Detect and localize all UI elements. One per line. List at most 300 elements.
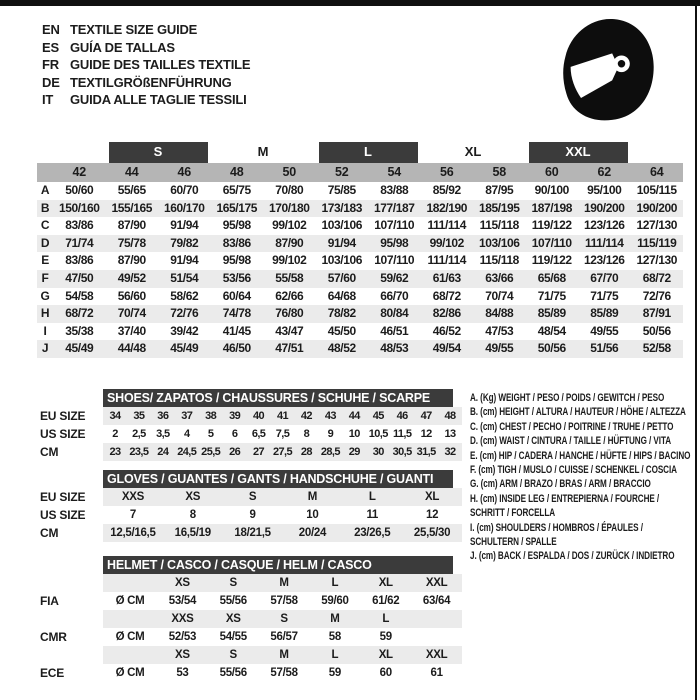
measure-cell: 84/88 (485, 306, 514, 321)
spacer (40, 574, 103, 592)
measure-cell: 177/187 (373, 200, 415, 215)
value-cell: 59 (328, 667, 341, 679)
value-cell: 25,5/30 (413, 527, 451, 539)
value-cell: 30,5 (392, 446, 412, 458)
measure-cell: 47/53 (485, 323, 514, 338)
legend-item (470, 390, 698, 404)
value-cell: 30 (372, 446, 384, 458)
measure-cell: 46/52 (432, 323, 461, 338)
helmet-table-title: HELMET / CASCO / CASQUE / HELM / CASCO (103, 556, 453, 574)
measure-cell: 103/106 (478, 235, 520, 250)
value-cell: 57/58 (270, 667, 298, 679)
row-label: EU SIZE (40, 490, 86, 504)
value-cell: 24,5 (177, 446, 197, 458)
value-cell: 28,5 (320, 446, 340, 458)
shoes-rows (40, 407, 465, 461)
measure-cell: 47/51 (275, 341, 304, 356)
measure-cell: 90/100 (534, 183, 569, 197)
size-cell: XS (175, 649, 190, 661)
value-cell: XL (425, 491, 440, 503)
measure-cell: 45/50 (327, 323, 356, 338)
measure-cell: 107/110 (374, 253, 415, 268)
legend-text: SCHRITT / FORCELLA (470, 507, 556, 520)
unit-cell: Ø CM (115, 667, 145, 679)
row-letter: F (41, 270, 49, 285)
measure-cell: 107/110 (531, 235, 572, 250)
value-cell: 29 (348, 446, 360, 458)
language-row (42, 91, 250, 109)
measure-cell: 46/50 (222, 341, 251, 356)
value-cell: 31,5 (416, 446, 436, 458)
value-cell: 60 (379, 667, 392, 679)
language-code: EN (42, 22, 60, 37)
value-cell: 61/62 (372, 595, 400, 607)
measure-cell: 60/64 (222, 288, 251, 303)
legend-text: G. (cm) ARM / BRAZO / BRAS / ARM / BRACCIO (470, 478, 651, 491)
size-number: 54 (387, 165, 401, 179)
legend-text: B. (cm) HEIGHT / ALTURA / HAUTEUR / HÖHE / ALTEZZA (470, 406, 686, 419)
measure-cell: 170/180 (268, 200, 310, 215)
size-group-xl: XL (464, 144, 482, 159)
measure-cell: 87/90 (117, 218, 146, 233)
size-cell: L (382, 613, 390, 625)
measure-cell: 46/51 (380, 323, 409, 338)
top-border-bar (0, 0, 700, 6)
measure-cell: 67/70 (590, 270, 619, 285)
value-cell: 41 (276, 410, 289, 422)
measure-cell: 43/47 (275, 323, 304, 338)
value-cell: 26 (229, 446, 241, 458)
measure-row-f (37, 270, 683, 288)
measure-cell: 87/91 (642, 306, 671, 321)
measure-cell: 78/82 (327, 306, 356, 321)
value-cell: 54/55 (219, 631, 247, 643)
measure-cell: 75/78 (117, 235, 146, 250)
measure-cell: 49/55 (590, 323, 619, 338)
value-cell: 10 (348, 428, 360, 440)
measure-cell: 115/118 (479, 253, 519, 268)
gloves-rows (40, 488, 465, 542)
spacer (40, 556, 103, 574)
size-cell: S (229, 649, 237, 661)
size-cell: XXS (171, 613, 194, 625)
value-cell: 35 (133, 410, 145, 422)
language-row (42, 21, 250, 39)
legend-text: A. (Kg) WEIGHT / PESO / POIDS / GEWITCH / PESO (470, 392, 665, 404)
measure-cell: 55/65 (117, 183, 146, 197)
value-cell: 53 (176, 667, 189, 679)
measure-cell: 123/126 (583, 218, 625, 233)
row-letter: E (41, 253, 49, 268)
spacer (103, 574, 157, 592)
value-cell: S (248, 491, 257, 503)
row-label: CM (40, 445, 59, 459)
measure-cell: 44/48 (117, 341, 146, 356)
size-cell: M (279, 577, 289, 589)
helmet-values (103, 664, 462, 682)
measurement-legend (470, 390, 698, 563)
spacer (40, 610, 103, 628)
measure-cell: 51/56 (590, 341, 619, 356)
size-cell: S (229, 577, 237, 589)
measure-cell: 47/50 (65, 270, 94, 285)
right-border-line (695, 0, 697, 700)
spacer (40, 646, 103, 664)
language-code: FR (42, 57, 59, 73)
measure-cell: 71/75 (537, 288, 566, 303)
measure-cell: 54/58 (65, 288, 94, 303)
helmet-values-line (40, 664, 465, 682)
measure-cell: 65/68 (537, 270, 566, 285)
value-cell: 23/26,5 (354, 527, 391, 539)
legend-item (470, 448, 698, 462)
value-cell: 36 (157, 410, 169, 422)
size-group-l: L (319, 142, 418, 163)
measure-cell: 70/74 (485, 288, 514, 303)
unit-cell: Ø CM (115, 595, 145, 607)
legend-text: I. (cm) SHOULDERS / HOMBROS / ÉPAULES / (470, 521, 643, 534)
row-values (103, 506, 462, 524)
measure-cell: 182/190 (426, 200, 468, 215)
spacer (103, 610, 157, 628)
row-letter: D (40, 235, 50, 250)
gloves-row (40, 488, 465, 506)
value-cell: 9 (249, 509, 256, 521)
measure-cell: 87/95 (485, 183, 514, 197)
size-number: 56 (439, 165, 454, 179)
helmet-sizes-line (40, 574, 465, 592)
measure-cell: 51/54 (170, 270, 199, 285)
value-cell: 27,5 (272, 446, 292, 458)
measure-cell: 72/76 (170, 306, 199, 321)
measure-cell: 155/165 (111, 200, 153, 215)
measure-cell: 107/110 (374, 218, 415, 233)
gloves-table-title: GLOVES / GUANTES / GANTS / HANDSCHUHE / GUANTI (103, 470, 453, 488)
value-cell: 48 (444, 410, 456, 422)
measure-cell: 49/54 (432, 341, 461, 356)
language-name: TEXTILE SIZE GUIDE (70, 22, 198, 37)
legend-text: C. (cm) CHEST / PECHO / POITRINE / TRUHE / PETTO (470, 420, 674, 433)
measure-cell: 85/89 (537, 306, 566, 321)
legend-item (470, 404, 698, 418)
spacer (40, 470, 103, 488)
legend-text: E. (cm) HIP / CADERA / HANCHE / HÜFTE / HIPS / BACINO (470, 449, 691, 462)
size-cell: XL (378, 649, 393, 661)
measure-cell: 41/45 (222, 323, 251, 338)
language-name: GUIDA ALLE TAGLIE TESSILI (70, 92, 247, 108)
legend-item (470, 505, 698, 519)
value-cell: 18/21,5 (234, 527, 271, 539)
size-group-m: M (257, 144, 269, 159)
value-cell: 2 (112, 428, 118, 440)
helmet-values-line (40, 592, 465, 610)
measure-row-b (37, 200, 683, 218)
value-cell: 16,5/19 (174, 527, 211, 539)
value-cell: 44 (348, 410, 360, 422)
measure-cell: 37/40 (117, 323, 146, 338)
measure-cell: 76/80 (275, 306, 304, 321)
size-number: 44 (124, 165, 139, 179)
helmet-sizes (103, 610, 462, 628)
size-number-row (37, 163, 683, 182)
row-letter: H (40, 306, 50, 321)
value-cell: 24 (157, 446, 169, 458)
measure-cell: 80/84 (380, 306, 409, 321)
value-cell: 59 (379, 631, 392, 643)
measure-cell: 68/72 (642, 270, 671, 285)
standard-label-fia: FIA (40, 594, 59, 608)
language-row (42, 56, 250, 74)
helmet-values (103, 592, 462, 610)
measure-cell: 83/86 (222, 235, 251, 250)
measure-cell: 70/80 (275, 183, 304, 197)
measure-cell: 127/130 (636, 253, 678, 268)
measure-cell: 45/49 (170, 341, 199, 356)
value-cell: 52/53 (168, 631, 197, 643)
measure-cell: 50/56 (537, 341, 566, 356)
value-cell: 6 (231, 428, 238, 440)
measure-cell: 61/63 (432, 270, 461, 285)
value-cell: 40 (253, 410, 265, 422)
value-cell: 57/58 (270, 595, 298, 607)
row-label: CM (40, 526, 59, 540)
measure-cell: 58/62 (170, 288, 199, 303)
measure-cell: 83/88 (380, 183, 409, 197)
measure-cell: 83/86 (65, 253, 94, 268)
measure-cell: 91/94 (170, 218, 199, 233)
measure-cell: 165/175 (216, 200, 258, 215)
measure-cell: 50/56 (642, 323, 671, 338)
language-row (42, 74, 250, 92)
row-values (103, 488, 462, 506)
value-cell: 10 (306, 509, 319, 521)
shoes-table (40, 389, 465, 461)
measure-cell: 72/76 (642, 288, 671, 303)
value-cell: 3,5 (156, 428, 170, 440)
row-label: EU SIZE (40, 409, 86, 423)
language-header (42, 21, 250, 109)
row-letter: C (40, 218, 50, 233)
helmet-sizes-line (40, 646, 465, 664)
measure-cell: 119/122 (531, 253, 572, 268)
size-number: 52 (334, 165, 349, 179)
value-cell: 55/56 (219, 667, 247, 679)
legend-item (470, 491, 698, 505)
value-cell: 23,5 (129, 446, 149, 458)
measure-cell: 75/85 (327, 183, 356, 197)
measure-cell: 39/42 (170, 323, 199, 338)
value-cell: 42 (300, 410, 312, 422)
value-cell: XS (185, 491, 201, 503)
size-cell: L (331, 649, 339, 661)
value-cell: 37 (181, 410, 193, 422)
legend-text: H. (cm) INSIDE LEG / ENTREPIERNA / FOURCHE / (470, 492, 660, 505)
measure-cell: 173/183 (321, 200, 363, 215)
measure-cell: 45/49 (65, 341, 94, 356)
measure-row-j (37, 340, 683, 358)
value-cell: 28 (300, 446, 312, 458)
value-cell: 7,5 (275, 428, 290, 440)
row-label: US SIZE (40, 427, 86, 441)
value-cell: 34 (109, 410, 121, 422)
measure-row-g (37, 288, 683, 306)
measure-cell: 70/74 (117, 306, 146, 321)
language-code: ES (42, 39, 59, 55)
value-cell: 12,5/16,5 (110, 527, 156, 539)
value-cell: 20/24 (298, 527, 327, 539)
garment-size-table (37, 142, 683, 358)
measure-cell: 57/60 (327, 270, 356, 285)
size-group-s: S (109, 142, 208, 163)
legend-item (470, 433, 698, 447)
measure-cell: 190/200 (583, 200, 625, 215)
measure-cell: 95/98 (380, 235, 409, 250)
gloves-row (40, 506, 465, 524)
helmet-sizes (103, 574, 462, 592)
language-code: IT (42, 92, 54, 108)
shoes-row (40, 407, 465, 425)
measure-cell: 59/62 (380, 270, 409, 285)
size-number: 60 (544, 165, 559, 179)
measure-cell: 68/72 (65, 306, 94, 321)
value-cell: 32 (444, 446, 456, 458)
measure-cell: 185/195 (478, 200, 520, 215)
legend-item (470, 548, 698, 562)
measure-cell: 87/90 (117, 253, 146, 268)
value-cell: 43 (324, 410, 336, 422)
value-cell: 45 (372, 410, 384, 422)
value-cell: 56/57 (270, 631, 298, 643)
spacer (37, 163, 53, 182)
measure-cell: 65/75 (222, 183, 251, 197)
value-cell: 27 (253, 446, 265, 458)
measure-cell: 82/86 (432, 306, 461, 321)
legend-item (470, 476, 698, 490)
value-cell: XXS (121, 491, 144, 503)
row-label: US SIZE (40, 508, 86, 522)
measure-cell: 150/160 (58, 200, 100, 215)
size-cell: XS (225, 613, 241, 625)
measurement-rows (37, 182, 683, 358)
gloves-row (40, 524, 465, 542)
measure-cell: 87/90 (275, 235, 304, 250)
measure-cell: 115/119 (637, 235, 677, 250)
value-cell: 38 (205, 410, 217, 422)
standard-label-cmr: CMR (40, 630, 67, 644)
measure-cell: 187/198 (531, 200, 573, 215)
row-letter: I (43, 323, 47, 338)
helmet-icon (556, 16, 660, 124)
value-cell: 2,5 (132, 428, 146, 440)
row-values (103, 407, 462, 425)
spacer (103, 646, 157, 664)
helmet-values-line (40, 628, 465, 646)
language-row (42, 39, 250, 57)
shoes-row (40, 425, 465, 443)
measure-row-c (37, 217, 683, 235)
legend-item (470, 520, 698, 534)
value-cell: 5 (207, 428, 214, 440)
value-cell: 59/60 (321, 595, 349, 607)
row-letter: B (40, 200, 50, 215)
measure-cell: 119/122 (531, 218, 572, 233)
value-cell: 11,5 (392, 428, 412, 440)
value-cell: 55/56 (219, 595, 247, 607)
size-number: 42 (72, 165, 86, 179)
legend-item (470, 534, 698, 548)
value-cell: 10,5 (368, 428, 388, 440)
helmet-values (103, 628, 462, 646)
measure-cell: 74/78 (222, 306, 251, 321)
measure-cell: 83/86 (65, 218, 94, 233)
measure-cell: 95/98 (222, 218, 251, 233)
value-cell: 4 (183, 428, 190, 440)
unit-cell: Ø CM (115, 631, 145, 643)
value-cell: 8 (303, 428, 310, 440)
row-values (103, 524, 462, 542)
value-cell: 7 (129, 509, 136, 521)
value-cell: 39 (229, 410, 241, 422)
row-letter: J (41, 341, 49, 356)
row-values (103, 425, 462, 443)
measure-row-i (37, 323, 683, 341)
size-cell: M (279, 649, 289, 661)
size-cell: S (280, 613, 288, 625)
measure-cell: 85/92 (432, 183, 461, 197)
measure-cell: 66/70 (380, 288, 409, 303)
size-cell: XXL (425, 577, 448, 589)
measure-cell: 95/100 (587, 183, 622, 197)
measure-cell: 91/94 (170, 253, 199, 268)
helmet-sizes-line (40, 610, 465, 628)
legend-text: F. (cm) TIGH / MUSLO / CUISSE / SCHENKEL / COSCIA (470, 463, 677, 476)
value-cell: 63/64 (422, 595, 451, 607)
legend-text: J. (cm) BACK / ESPALDA / DOS / ZURÜCK / INDIETRO (470, 550, 675, 563)
measure-cell: 49/52 (117, 270, 146, 285)
measure-cell: 53/56 (222, 270, 251, 285)
measure-cell: 111/114 (584, 235, 624, 250)
size-group-row (37, 142, 683, 163)
language-name: TEXTILGRÖßENFÜHRUNG (70, 74, 232, 90)
value-cell: 58 (328, 631, 341, 643)
measure-cell: 85/89 (590, 306, 619, 321)
size-number: 46 (177, 165, 191, 179)
legend-item (470, 462, 698, 476)
language-name: GUIDE DES TAILLES TEXTILE (70, 57, 251, 73)
size-cell: L (331, 577, 339, 589)
shoes-row (40, 443, 465, 461)
value-cell: 25,5 (201, 446, 221, 458)
measure-cell: 48/53 (380, 341, 409, 356)
measure-cell: 99/102 (272, 218, 307, 233)
gloves-table (40, 470, 465, 542)
measure-cell: 190/200 (636, 200, 678, 215)
measure-row-a (37, 182, 683, 200)
legend-text: D. (cm) WAIST / CINTURA / TAILLE / HÜFTUNG / VITA (470, 435, 672, 448)
measure-cell: 50/60 (65, 183, 94, 197)
helmet-sizes (103, 646, 462, 664)
shoes-table-title: SHOES/ ZAPATOS / CHAUSSURES / SCHUHE / SCARPE (103, 389, 453, 407)
size-number: 62 (597, 165, 611, 179)
measure-cell: 35/38 (65, 323, 94, 338)
measure-cell: 56/60 (117, 288, 146, 303)
language-code: DE (42, 74, 60, 90)
measure-cell: 91/94 (327, 235, 356, 250)
value-cell: 12 (420, 428, 432, 440)
size-cell (411, 610, 462, 628)
measure-cell: 123/126 (583, 253, 625, 268)
measure-cell: 127/130 (636, 218, 678, 233)
